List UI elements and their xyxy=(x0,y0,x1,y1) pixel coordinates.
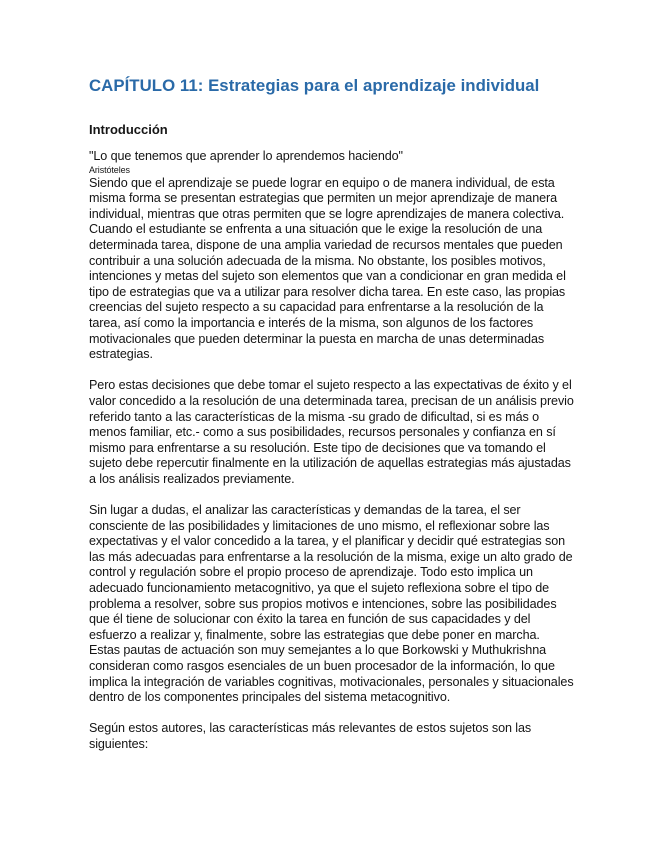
paragraph-3: Pero estas decisiones que debe tomar el sujeto respecto a las expectativas de éxito y el valor concedido a la resolución de una determinada tarea, precisan de un análisis previo referido tanto a las características de la misma -su grado de dificultad, si es más o menos familiar, etc.- como a sus posibilidades, recursos personales y confianza en sí mismo para enfrentarse a su resolución. Este tipo de decisiones que va tomando el sujeto debe repercutir finalmente en la utilización de aquellas estrategias más ajustadas a los análisis realizados previamente. xyxy=(89,378,574,486)
paragraph-5: Según estos autores, las características más relevantes de estos sujetos son las siguientes: xyxy=(89,721,532,751)
section-heading: Introducción xyxy=(89,122,168,137)
paragraph-1: Siendo que el aprendizaje se puede lograr en equipo o de manera individual, de esta misma forma se presentan estrategias que permiten un mejor aprendizaje de manera individual, mientras que otras permiten que se logre aprendizajes de manera colectiva. xyxy=(89,175,565,221)
quote: "Lo que tenemos que aprender lo aprendemos haciendo" xyxy=(89,149,403,163)
quote-author: Aristóteles xyxy=(89,164,130,175)
document-body xyxy=(89,149,574,753)
paragraph-4: Sin lugar a dudas, el analizar las características y demandas de la tarea, el ser consciente de las posibilidades y limitaciones de uno mismo, el reflexionar sobre las expectativas y el valor concedido a la tarea, y el planificar y decidir qué estrategias son las más adecuadas para enfrentarse a la resolución de la misma, exige un alto grado de control y regulación sobre el propio proceso de aprendizaje. Todo esto implica un adecuado funcionamiento metacognitivo, ya que el sujeto reflexiona sobre el tipo de problema a resolver, sobre sus propios motivos e intenciones, sobre las posibilidades que él tiene de solucionar con éxito la tarea en función de sus capacidades y del esfuerzo a realizar y, finalmente, sobre las estrategias que debe poner en marcha. Estas pautas de actuación son muy semejantes a lo que Borkowski y Muthukrishna consideran como rasgos esenciales de un buen procesador de la información, lo que implica la integración de variables cognitivas, motivacionales, personales y situacionales dentro de los componentes principales del sistema metacognitivo. xyxy=(89,503,574,705)
chapter-title: CAPÍTULO 11: Estrategias para el aprendizaje individual xyxy=(89,76,540,95)
paragraph-2: Cuando el estudiante se enfrenta a una situación que le exige la resolución de una determinada tarea, dispone de una amplia variedad de recursos mentales que pueden contribuir a una solución adecuada de la misma. No obstante, los posibles motivos, intenciones y metas del sujeto son elementos que van a condicionar en gran medida el tipo de estrategias que va a utilizar para resolver dicha tarea. En este caso, las propias creencias del sujeto respecto a su capacidad para enfrentarse a la resolución de la tarea, así como la importancia e interés de la misma, son algunos de los factores motivacionales que pueden determinar la puesta en marcha de unas determinadas estrategias. xyxy=(89,222,566,362)
